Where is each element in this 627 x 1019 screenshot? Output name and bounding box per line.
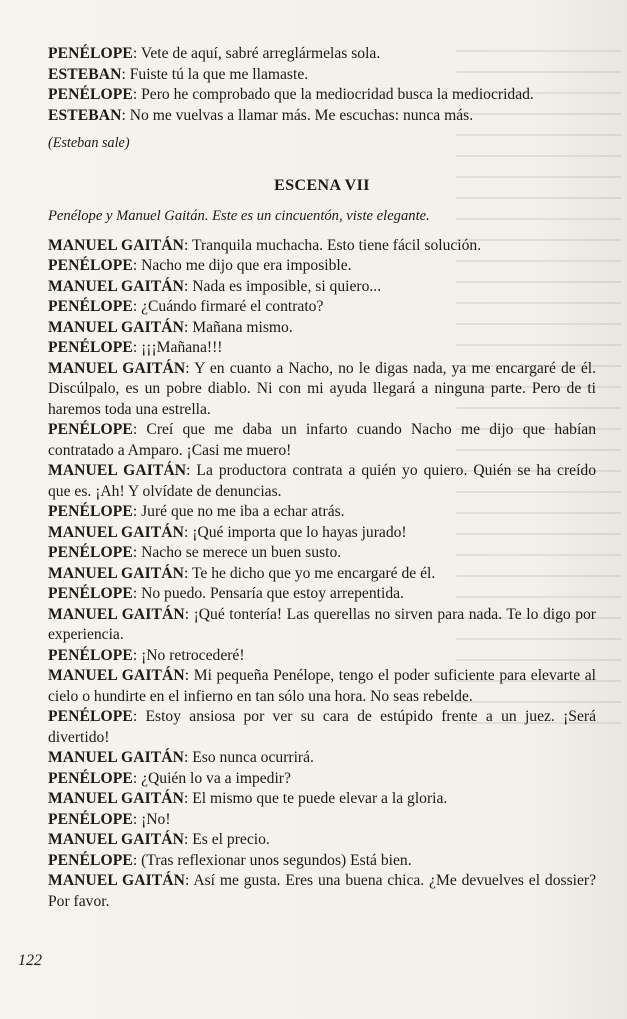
speaker-name: PENÉLOPE bbox=[48, 708, 133, 725]
speaker-name: PENÉLOPE bbox=[48, 45, 133, 62]
speaker-name: PENÉLOPE bbox=[48, 421, 133, 438]
dialogue-text: ¡Qué tontería! Las querellas no sirven para nada. Te lo digo por experiencia. bbox=[48, 605, 597, 643]
dialogue-text: La productora contrata a quién yo quiero. Quién se ha creído que es. ¡Ah! Y olvídate de denuncias. bbox=[48, 462, 597, 500]
dialogue-line: MANUEL GAITÁN: El mismo que te puede elevar a la gloria. bbox=[48, 790, 448, 807]
dialogue-text: Nacho se merece un buen susto. bbox=[141, 544, 342, 561]
dialogue-line: PENÉLOPE: Nacho se merece un buen susto. bbox=[48, 544, 342, 561]
dialogue-text: Nacho me dijo que era imposible. bbox=[141, 257, 352, 274]
dialogue-line: PENÉLOPE: ¿Quién lo va a impedir? bbox=[48, 769, 291, 787]
dialogue-text: Eso nunca ocurrirá. bbox=[192, 749, 314, 766]
speaker-name: MANUEL GAITÁN bbox=[48, 790, 185, 807]
speaker-name: MANUEL GAITÁN bbox=[48, 277, 185, 295]
scene-intro: Penélope y Manuel Gaitán. Este es un cincuentón, viste elegante. bbox=[48, 208, 430, 224]
dialogue-text: Vete de aquí, sabré arreglármelas sola. bbox=[140, 45, 381, 62]
speaker-name: MANUEL GAITÁN bbox=[48, 749, 185, 766]
dialogue-text: El mismo que te puede elevar a la gloria. bbox=[192, 790, 448, 807]
speaker-name: PENÉLOPE bbox=[48, 544, 133, 561]
dialogue-line: PENÉLOPE: Vete de aquí, sabré arreglármelas sola. bbox=[48, 45, 381, 62]
dialogue-line: ESTEBAN: Fuiste tú la que me llamaste. bbox=[48, 65, 309, 83]
speaker-name: MANUEL GAITÁN bbox=[48, 605, 185, 623]
dialogue-text: Es el precio. bbox=[192, 831, 270, 848]
speaker-name: PENÉLOPE bbox=[48, 769, 133, 787]
dialogue-line: PENÉLOPE: Juré que no me iba a echar atrás. bbox=[48, 503, 345, 520]
previous-scene-dialogue bbox=[48, 44, 596, 126]
speaker-name: MANUEL GAITÁN bbox=[48, 872, 185, 889]
speaker-name: PENÉLOPE bbox=[48, 298, 133, 315]
speaker-name: PENÉLOPE bbox=[48, 585, 133, 602]
dialogue-text: Mi pequeña Penélope, tengo el poder suficiente para elevarte al cielo o hundirte en el infierno en tan sólo una hora. No seas rebelde. bbox=[48, 667, 596, 705]
speaker-name: PENÉLOPE bbox=[48, 810, 133, 828]
dialogue-line: PENÉLOPE: ¡¡¡Mañana!!! bbox=[48, 339, 223, 356]
dialogue-text: Tranquila muchacha. Esto tiene fácil solución. bbox=[191, 236, 482, 254]
dialogue-text: Nada es imposible, si quiero... bbox=[192, 277, 382, 295]
dialogue-line: PENÉLOPE: ¡No! bbox=[48, 810, 171, 828]
dialogue-text: Juré que no me iba a echar atrás. bbox=[141, 503, 345, 520]
dialogue-text: ¿Cuándo firmaré el contrato? bbox=[141, 298, 324, 315]
dialogue-line: MANUEL GAITÁN: Mi pequeña Penélope, tengo el poder suficiente para elevarte al cielo o hundirte en el infierno en tan sólo una hora. No seas rebelde. bbox=[48, 667, 596, 705]
dialogue-text: ¿Quién lo va a impedir? bbox=[141, 769, 291, 787]
dialogue-text: Pero he comprobado que la mediocridad busca la mediocridad. bbox=[141, 86, 534, 103]
dialogue-text: Estoy ansiosa por ver su cara de estúpido frente a un juez. ¡Será divertido! bbox=[48, 708, 597, 746]
dialogue-line: MANUEL GAITÁN: Eso nunca ocurrirá. bbox=[48, 749, 314, 766]
speaker-name: PENÉLOPE bbox=[48, 503, 133, 520]
speaker-name: MANUEL GAITÁN bbox=[48, 667, 185, 684]
dialogue-line: MANUEL GAITÁN: Es el precio. bbox=[48, 831, 270, 848]
speaker-name: ESTEBAN bbox=[48, 106, 122, 124]
dialogue-text: No me vuelvas a llamar más. Me escuchas: nunca más. bbox=[129, 106, 474, 124]
dialogue-text: (Tras reflexionar unos segundos) Está bien. bbox=[141, 851, 412, 869]
speaker-name: ESTEBAN bbox=[48, 65, 122, 83]
dialogue-text: ¡No! bbox=[141, 810, 171, 828]
dialogue-text: Así me gusta. Eres una buena chica. ¿Me devuelves el dossier? Por favor. bbox=[48, 872, 597, 910]
scene-title: ESCENA VII bbox=[274, 176, 370, 194]
dialogue-line: PENÉLOPE: Nacho me dijo que era imposible. bbox=[48, 257, 352, 274]
dialogue-line: PENÉLOPE: (Tras reflexionar unos segundos) Está bien. bbox=[48, 851, 412, 869]
page-body bbox=[48, 44, 596, 912]
speaker-name: MANUEL GAITÁN bbox=[48, 831, 185, 848]
dialogue-line: MANUEL GAITÁN: Así me gusta. Eres una buena chica. ¿Me devuelves el dossier? Por favor. bbox=[48, 872, 597, 910]
dialogue-text: Fuiste tú la que me llamaste. bbox=[129, 65, 309, 83]
dialogue-text: Y en cuanto a Nacho, no le digas nada, ya me encargaré de él. Discúlpalo, es un pobre diablo. Ni con mi ayuda llegará a ninguna parte. Pero de ti haremos toda una estrella. bbox=[48, 359, 596, 418]
dialogue-text: ¡Qué importa que lo hayas jurado! bbox=[192, 523, 407, 541]
dialogue-line: ESTEBAN: No me vuelvas a llamar más. Me escuchas: nunca más. bbox=[48, 106, 474, 124]
dialogue-text: ¡No retrocederé! bbox=[141, 646, 245, 664]
dialogue-line: MANUEL GAITÁN: Y en cuanto a Nacho, no le digas nada, ya me encargaré de él. Discúlpalo, es un pobre diablo. Ni con mi ayuda llegará a ninguna parte. Pero de ti haremos toda una estrella. bbox=[48, 359, 596, 418]
speaker-name: PENÉLOPE bbox=[48, 851, 133, 869]
dialogue-line: MANUEL GAITÁN: Nada es imposible, si quiero... bbox=[48, 277, 382, 295]
speaker-name: MANUEL GAITÁN bbox=[48, 462, 187, 479]
speaker-name: PENÉLOPE bbox=[48, 339, 133, 356]
stage-direction: (Esteban sale) bbox=[48, 135, 130, 151]
dialogue-text: Creí que me daba un infarto cuando Nacho me dijo que habían contratado a Amparo. ¡Casi me muero! bbox=[48, 421, 596, 459]
dialogue-text: ¡¡¡Mañana!!! bbox=[141, 339, 223, 356]
speaker-name: MANUEL GAITÁN bbox=[48, 359, 186, 377]
page-number: 122 bbox=[18, 952, 42, 969]
dialogue-text: No puedo. Pensaría que estoy arrepentida. bbox=[141, 585, 404, 602]
dialogue-text: Mañana mismo. bbox=[192, 318, 293, 336]
dialogue-line: PENÉLOPE: Estoy ansiosa por ver su cara de estúpido frente a un juez. ¡Será divertido! bbox=[48, 708, 597, 746]
speaker-name: MANUEL GAITÁN bbox=[48, 236, 185, 254]
dialogue-line: MANUEL GAITÁN: ¡Qué tontería! Las querellas no sirven para nada. Te lo digo por experiencia. bbox=[48, 605, 597, 643]
dialogue-line: PENÉLOPE: No puedo. Pensaría que estoy arrepentida. bbox=[48, 585, 404, 602]
dialogue-line: PENÉLOPE: Creí que me daba un infarto cuando Nacho me dijo que habían contratado a Amparo. ¡Casi me muero! bbox=[48, 421, 596, 459]
speaker-name: PENÉLOPE bbox=[48, 257, 133, 274]
dialogue-line: MANUEL GAITÁN: Tranquila muchacha. Esto tiene fácil solución. bbox=[48, 236, 482, 254]
dialogue-line: MANUEL GAITÁN: La productora contrata a quién yo quiero. Quién se ha creído que es. ¡Ah! Y olvídate de denuncias. bbox=[48, 462, 597, 500]
speaker-name: MANUEL GAITÁN bbox=[48, 564, 185, 582]
dialogue-line: MANUEL GAITÁN: ¡Qué importa que lo hayas jurado! bbox=[48, 523, 407, 541]
dialogue-line: PENÉLOPE: Pero he comprobado que la mediocridad busca la mediocridad. bbox=[48, 86, 534, 103]
dialogue-line: PENÉLOPE: ¿Cuándo firmaré el contrato? bbox=[48, 298, 324, 315]
speaker-name: MANUEL GAITÁN bbox=[48, 523, 185, 541]
dialogue-line: PENÉLOPE: ¡No retrocederé! bbox=[48, 646, 245, 664]
dialogue-line: MANUEL GAITÁN: Mañana mismo. bbox=[48, 318, 293, 336]
dialogue-line: MANUEL GAITÁN: Te he dicho que yo me encargaré de él. bbox=[48, 564, 436, 582]
speaker-name: MANUEL GAITÁN bbox=[48, 318, 185, 336]
dialogue-text: Te he dicho que yo me encargaré de él. bbox=[191, 564, 436, 582]
speaker-name: PENÉLOPE bbox=[48, 86, 133, 103]
scene-dialogue bbox=[48, 236, 596, 913]
speaker-name: PENÉLOPE bbox=[48, 646, 133, 664]
